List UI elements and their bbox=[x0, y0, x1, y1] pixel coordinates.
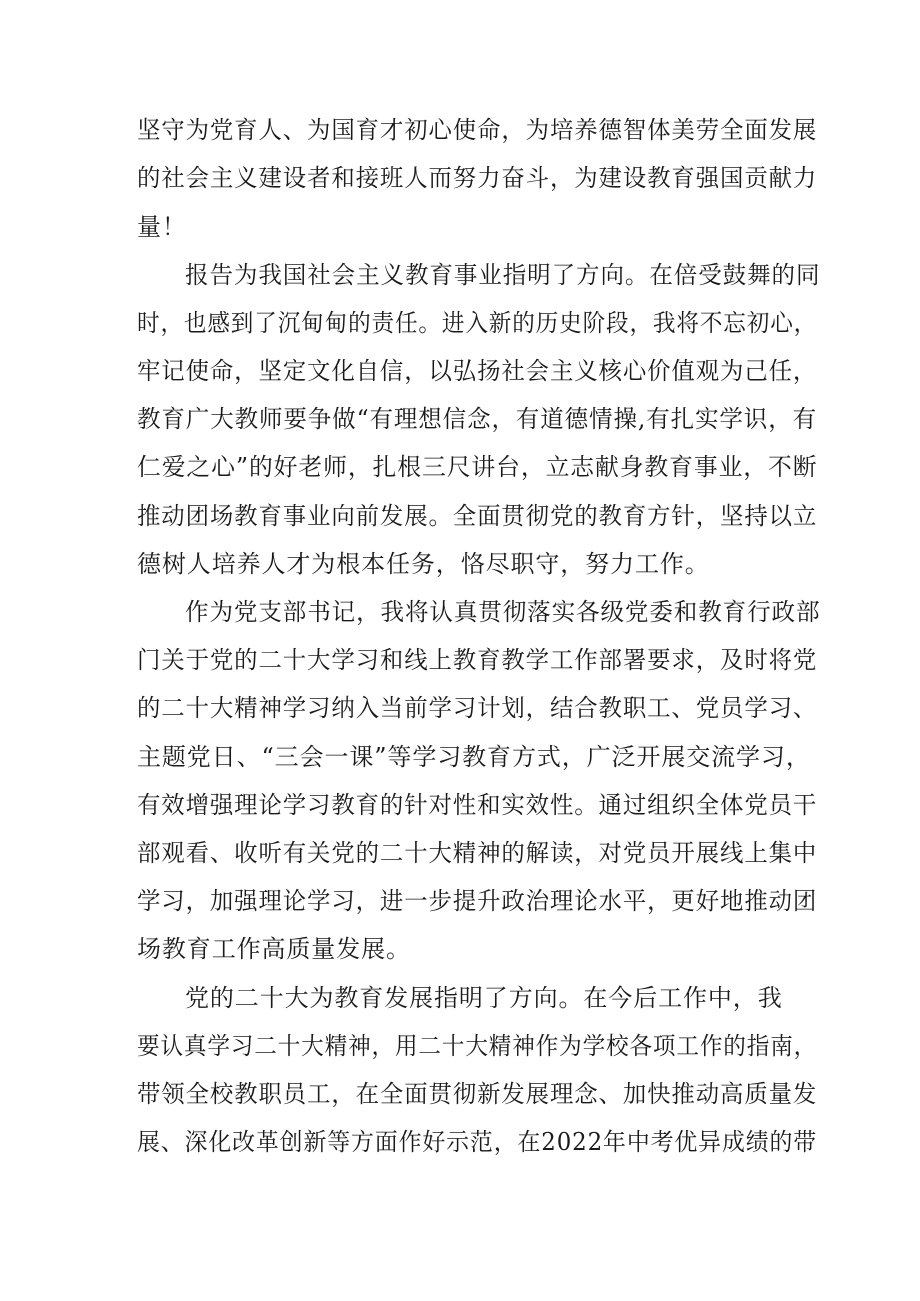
paragraph-4-line-3: 带领全校教职员工，在全面贯彻新发展理念、加快推动高质量发 bbox=[137, 1080, 818, 1108]
paragraph-2-line-5: 仁爱之心”的好老师，扎根三尺讲台，立志献身教育事业，不断 bbox=[137, 453, 818, 481]
paragraph-3-line-4: 主题党日、“三会一课”等学习教育方式，广泛开展交流学习， bbox=[137, 743, 811, 771]
paragraph-3-line-5: 有效增强理论学习教育的针对性和实效性。通过组织全体党员干 bbox=[137, 791, 818, 819]
paragraph-2-line-4: 教育广大教师要争做“有理想信念，有道德情操,有扎实学识，有 bbox=[137, 405, 817, 433]
paragraph-3-line-3: 的二十大精神学习纳入当前学习计划，结合教职工、党员学习、 bbox=[137, 694, 818, 722]
paragraph-1-line-1: 坚守为党育人、为国育才初心使命，为培养德智体美劳全面发展 bbox=[137, 116, 818, 144]
paragraph-2-line-2: 时，也感到了沉甸甸的责任。进入新的历史阶段，我将不忘初心， bbox=[137, 309, 818, 337]
paragraph-1-line-3: 量！ bbox=[137, 213, 187, 241]
paragraph-3-line-2: 门关于党的二十大学习和线上教育教学工作部署要求，及时将党 bbox=[137, 646, 818, 674]
paragraph-2-line-1: 报告为我国社会主义教育事业指明了方向。在倍受鼓舞的同 bbox=[185, 261, 821, 289]
paragraph-4-line-4: 展、深化改革创新等方面作好示范，在2022年中考优异成绩的带 bbox=[137, 1128, 818, 1156]
paragraph-3-line-1: 作为党支部书记，我将认真贯彻落实各级党委和教育行政部 bbox=[185, 598, 821, 626]
paragraph-3-line-6: 部观看、收听有关党的二十大精神的解读，对党员开展线上集中 bbox=[137, 839, 818, 867]
paragraph-2-line-3: 牢记使命，坚定文化自信，以弘扬社会主义核心价值观为己任， bbox=[137, 357, 818, 385]
paragraph-2-line-6: 推动团场教育事业向前发展。全面贯彻党的教育方针，坚持以立 bbox=[137, 502, 818, 530]
paragraph-3-line-8: 场教育工作高质量发展。 bbox=[137, 935, 411, 963]
paragraph-2-line-7: 德树人培养人才为根本任务，恪尽职守，努力工作。 bbox=[137, 550, 710, 578]
paragraph-3-line-7: 学习，加强理论学习，进一步提升政治理论水平，更好地推动团 bbox=[137, 887, 818, 915]
paragraph-4-line-1: 党的二十大为教育发展指明了方向。在今后工作中，我 bbox=[185, 984, 783, 1012]
paragraph-1-line-2: 的社会主义建设者和接班人而努力奋斗，为建设教育强国贡献力 bbox=[137, 164, 818, 192]
paragraph-4-line-2: 要认真学习二十大精神，用二十大精神作为学校各项工作的指南， bbox=[137, 1032, 818, 1060]
